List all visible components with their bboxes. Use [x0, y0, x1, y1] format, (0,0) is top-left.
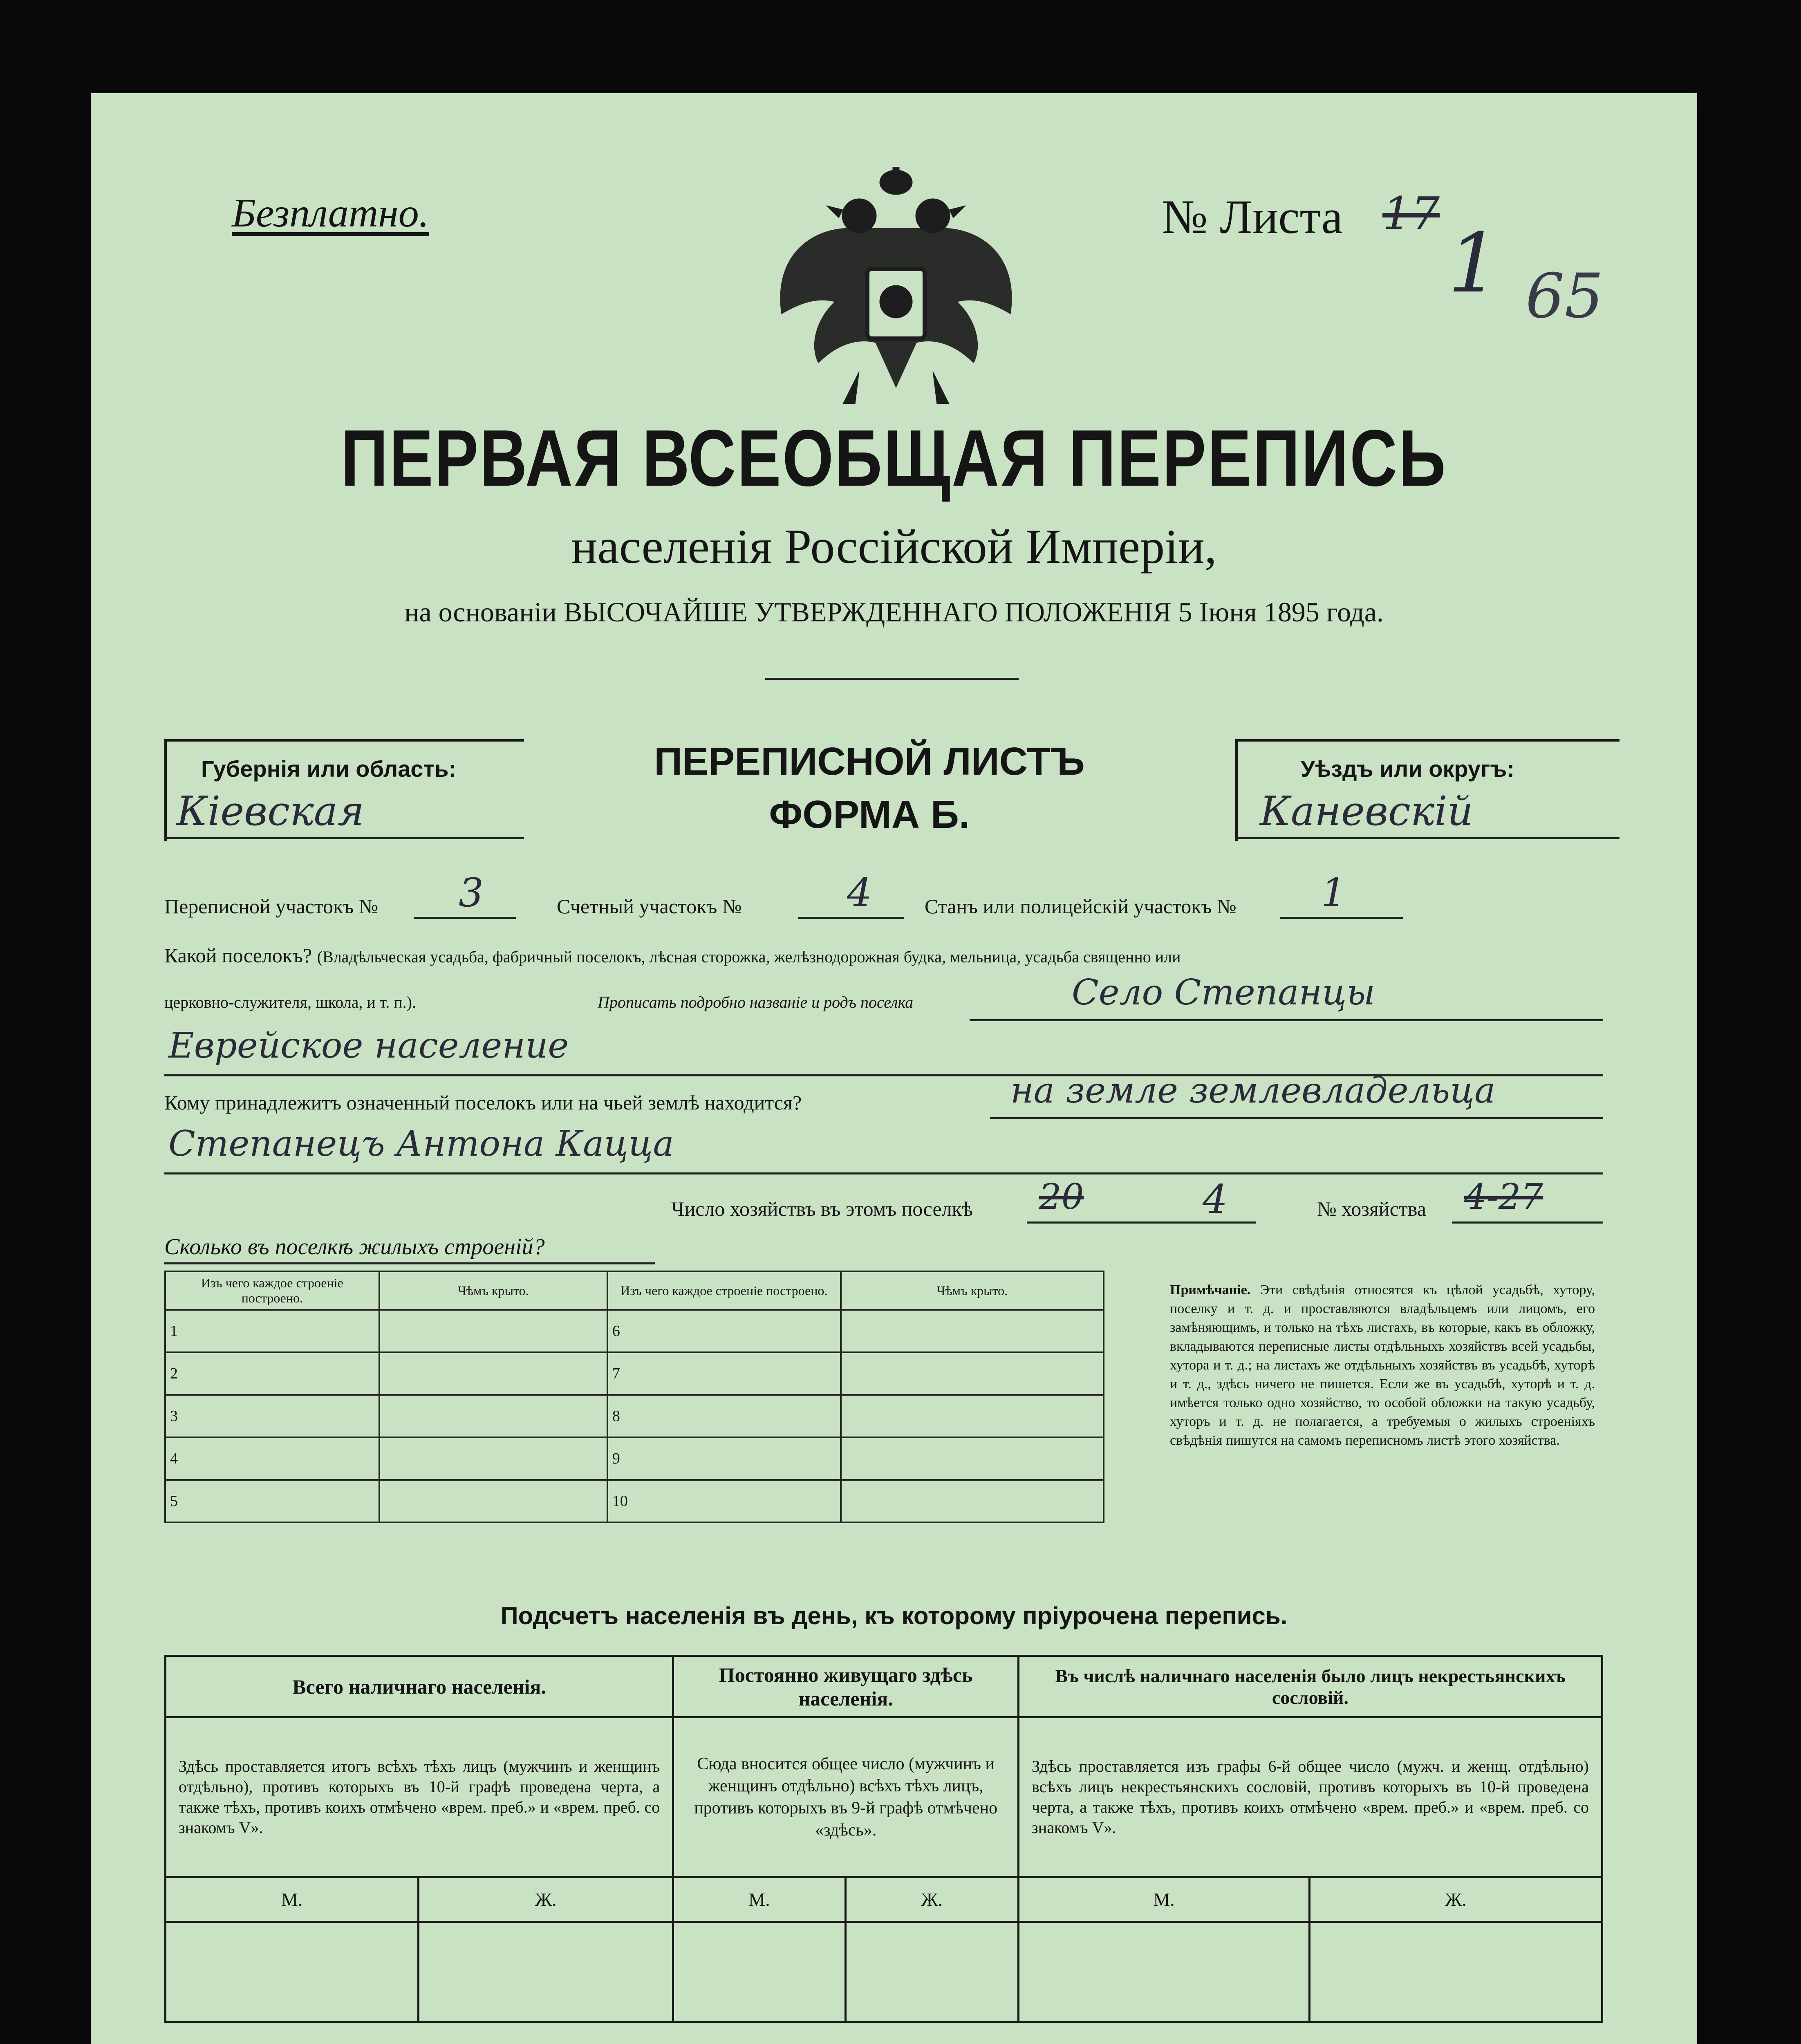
roof-cell[interactable]: [379, 1310, 607, 1352]
row-number: 8: [607, 1395, 841, 1437]
basis-line: на основаніи ВЫСОЧАЙШЕ УТВЕРЖДЕННАГО ПОЛОЖЕНІЯ 5 Іюня 1895 года.: [404, 596, 1384, 628]
table-row: [165, 1437, 1104, 1480]
sheet-number-label: № Листа: [1162, 190, 1343, 244]
district-underline: [1235, 837, 1620, 839]
count-area-underline: [798, 917, 904, 919]
district-value: Каневскій: [1260, 788, 1473, 835]
f-label: Ж.: [845, 1877, 1018, 1922]
census-area-underline: [414, 917, 516, 919]
roof-cell[interactable]: [379, 1352, 607, 1395]
table-row: [165, 1395, 1104, 1437]
col-roof: Чѣмъ крыто.: [379, 1271, 607, 1310]
owner-value-1: на земле землевладельца: [1010, 1070, 1496, 1111]
col1-text: Здѣсь проставляется итогъ всѣхъ тѣхъ лицъ (мужчинъ и женщинъ отдѣльно), противъ которыхъ въ 10-й графѣ проведена черта, а также тѣхъ, противъ коихъ отмѣчено «врем. преб.» и «врем. преб. со знакомъ V».: [166, 1717, 673, 1877]
roof-cell[interactable]: [841, 1352, 1104, 1395]
count-cell[interactable]: [845, 1922, 1018, 2022]
row-number: 10: [607, 1480, 841, 1522]
col3-text: Здѣсь проставляется изъ графы 6-й общее число (мужч. и женщ. отдѣльно) всѣхъ лицъ некрестьянскихъ сословій, противъ которыхъ въ 10-й проведена черта, а также тѣхъ, противъ коихъ отмѣчено «врем. преб.» и «врем. преб. со знакомъ V».: [1018, 1717, 1602, 1877]
households-struck: 20: [1039, 1177, 1084, 1217]
count-area-value: 4: [847, 870, 872, 916]
count-cell[interactable]: [1018, 1922, 1309, 2022]
buildings-underline: [164, 1262, 655, 1264]
note: [1170, 1281, 1595, 1450]
roof-cell[interactable]: [379, 1480, 607, 1522]
f-label: Ж.: [419, 1877, 673, 1922]
province-value: Кіевская: [177, 788, 364, 835]
settlement-hint-2: церковно-служителя, школа, и т. п.).: [164, 993, 416, 1011]
table-row: [165, 1352, 1104, 1395]
sheet-number-handwritten: 1: [1448, 216, 1500, 311]
owner-underline-1: [990, 1117, 1603, 1119]
row-number: 6: [607, 1310, 841, 1352]
roof-cell[interactable]: [379, 1437, 607, 1480]
station-label: Станъ или полицейскій участокъ №: [925, 895, 1237, 918]
col-material-right: Изъ чего каждое строеніе построено.: [607, 1271, 841, 1310]
settlement-label: Какой поселокъ?: [164, 944, 312, 967]
f-label: Ж.: [1310, 1877, 1602, 1922]
province-underline: [164, 837, 524, 839]
household-no-value: 4-27: [1464, 1177, 1543, 1217]
divider: [765, 678, 1019, 680]
settlement-value-2: Еврейское население: [168, 1025, 569, 1066]
census-sheet: [91, 93, 1697, 2044]
province-label: Губернія или область:: [201, 756, 457, 782]
buildings-table: [164, 1271, 1104, 1523]
col-roof-right: Чѣмъ крыто.: [841, 1271, 1104, 1310]
owner-value-2: Степанецъ Антона Кацца: [168, 1123, 674, 1164]
roof-cell[interactable]: [379, 1395, 607, 1437]
table-row: [165, 1310, 1104, 1352]
m-label: М.: [673, 1877, 845, 1922]
census-area-label: Переписной участокъ №: [164, 895, 379, 918]
roof-cell[interactable]: [841, 1395, 1104, 1437]
count-cell[interactable]: [673, 1922, 845, 2022]
settlement-underline-1: [970, 1019, 1603, 1021]
count-cell[interactable]: [166, 1922, 419, 2022]
buildings-label: Сколько въ поселкѣ жилыхъ строеній?: [164, 1234, 545, 1260]
settlement-question: [164, 944, 1181, 967]
count-cell[interactable]: [419, 1922, 673, 2022]
row-number: 7: [607, 1352, 841, 1395]
station-underline: [1280, 917, 1403, 919]
col-material: Изъ чего каждое строеніе построено.: [165, 1271, 379, 1310]
settlement-hint: (Владѣльческая усадьба, фабричный поселокъ, лѣсная сторожка, желѣзнодорожная будка, мельница, усадьба священно или: [317, 948, 1181, 966]
row-number: 2: [165, 1352, 379, 1395]
main-title: ПЕРВАЯ ВСЕОБЩАЯ ПЕРЕПИСЬ: [340, 413, 1447, 503]
row-number: 9: [607, 1437, 841, 1480]
row-number: 5: [165, 1480, 379, 1522]
owner-underline-2: [164, 1172, 1603, 1174]
households-value: 4: [1203, 1177, 1228, 1222]
row-number: 3: [165, 1395, 379, 1437]
count-area-label: Счетный участокъ №: [557, 895, 742, 918]
household-no-label: № хозяйства: [1317, 1197, 1426, 1220]
double-headed-eagle-emblem: [765, 167, 1027, 412]
roof-cell[interactable]: [841, 1437, 1104, 1480]
count-cell[interactable]: [1310, 1922, 1602, 2022]
table-row: [165, 1480, 1104, 1522]
roof-cell[interactable]: [841, 1480, 1104, 1522]
owner-label: Кому принадлежитъ означенный поселокъ или на чьей землѣ находится?: [164, 1091, 802, 1114]
sheet-number-value: 17: [1382, 187, 1440, 240]
form-title: ПЕРЕПИСНОЙ ЛИСТЪ: [654, 740, 1085, 783]
subtitle: населенія Россійской Имперіи,: [571, 519, 1217, 574]
row-number: 4: [165, 1437, 379, 1480]
free-label: Безплатно.: [232, 190, 429, 235]
household-no-underline: [1452, 1221, 1603, 1224]
households-underline: [1027, 1221, 1256, 1224]
corner-number: 65: [1525, 261, 1604, 332]
note-label: Примѣчаніе.: [1170, 1282, 1251, 1298]
population-heading: Подсчетъ населенія въ день, къ которому пріурочена перепись.: [500, 1602, 1288, 1629]
col2-title: Постоянно живущаго здѣсь населенія.: [673, 1656, 1019, 1717]
col2-text: Сюда вносится общее число (мужчинъ и женщинъ отдѣльно) всѣхъ тѣхъ лицъ, противъ которыхъ въ 9-й графѣ отмѣчено «здѣсь».: [673, 1717, 1019, 1877]
households-label: Число хозяйствъ въ этомъ поселкѣ: [671, 1197, 973, 1220]
note-text: Эти свѣдѣнія относятся къ цѣлой усадьбѣ, хутору, поселку и т. д. и проставляются владѣльцемъ или лицомъ, его замѣняющимъ, и только на тѣхъ листахъ, въ которые, какъ въ обложку, вкладываются переписные листы отдѣльныхъ хозяйствъ всей усадьбы, хутора и т. д.; на листахъ же отдѣльныхъ хозяйствъ въ усадьбѣ, хуторѣ и т. д., здѣсь ничего не пишется. Если же въ усадьбѣ, хуторѣ и т. д. имѣется только одно хозяйство, то особой обложки на такую усадьбу, хуторъ и т. д. не полагается, а требуемыя о жилыхъ строеніяхъ свѣдѣнія пишутся на самомъ переписномъ листѣ этого хозяйства.: [1170, 1282, 1595, 1448]
form-subtitle: ФОРМА Б.: [769, 793, 970, 836]
col3-title: Въ числѣ наличнаго населенія было лицъ некрестьянскихъ сословій.: [1018, 1656, 1602, 1717]
district-label: Уѣздъ или округъ:: [1301, 756, 1514, 782]
m-label: М.: [166, 1877, 419, 1922]
station-value: 1: [1321, 870, 1346, 916]
settlement-value-1: Село Степанцы: [1072, 972, 1375, 1013]
form-header: [164, 739, 1620, 841]
m-label: М.: [1018, 1877, 1309, 1922]
col1-title: Всего наличнаго населенія.: [166, 1656, 673, 1717]
census-area-value: 3: [459, 870, 484, 916]
population-table: [164, 1655, 1603, 2023]
settlement-hint-3: Прописать подробно названіе и родъ поселка: [598, 993, 914, 1011]
row-number: 1: [165, 1310, 379, 1352]
roof-cell[interactable]: [841, 1310, 1104, 1352]
